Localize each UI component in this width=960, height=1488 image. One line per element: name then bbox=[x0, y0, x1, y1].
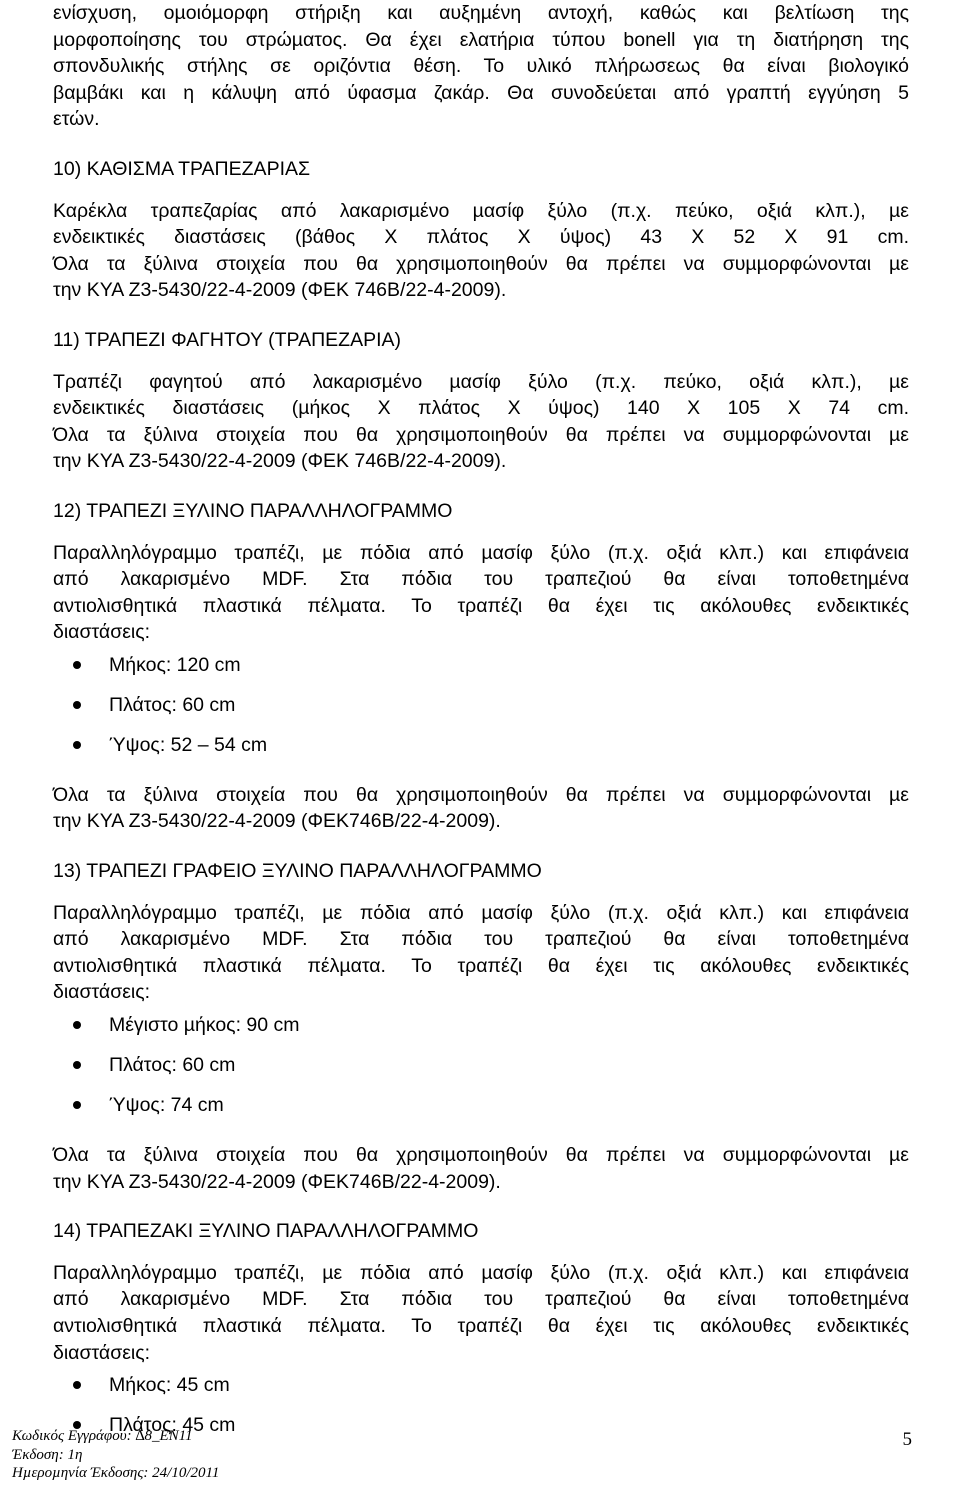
paragraph-line: Καρέκλα τραπεζαρίας από λακαρισµένο µασίφ ξύλο (π.χ. πεύκο, οξιά κλπ.), µε bbox=[53, 199, 909, 222]
paragraph-line: την ΚΥΑ Ζ3-5430/22-4-2009 (ΦΕΚ746Β/22-4-2009). bbox=[53, 1170, 501, 1193]
paragraph-line: από λακαρισµένο MDF. Στα πόδια του τραπεζιού θα είναι τοποθετηµένα bbox=[53, 1288, 909, 1311]
dimension-text: Πλάτος: 60 cm bbox=[109, 1054, 236, 1077]
section-paragraph bbox=[53, 198, 909, 304]
section-heading: 11) ΤΡΑΠΕΖΙ ΦΑΓΗΤΟΥ (ΤΡΑΠΕΖΑΡΙΑ) bbox=[53, 328, 402, 351]
section-11 bbox=[53, 327, 909, 475]
paragraph-line: την ΚΥΑ Ζ3-5430/22-4-2009 (ΦΕΚ746Β/22-4-2009). bbox=[53, 810, 501, 833]
paragraph-line: σπονδυλικής στήλης σε οριζόντια θέση. Το υλικό πλήρωσεως θα είναι βιολογικό bbox=[53, 55, 909, 78]
paragraph-line: Τραπέζι φαγητού από λακαρισµένο µασίφ ξύλο (π.χ. πεύκο, οξιά κλπ.), µε bbox=[53, 370, 909, 393]
document-footer bbox=[12, 1427, 912, 1483]
dimensions-list bbox=[53, 652, 909, 772]
footer-doc-code: Κωδικός Εγγράφου: ∆8_ΕΝ11 bbox=[12, 1428, 193, 1444]
section-heading: 10) ΚΑΘΙΣΜΑ ΤΡΑΠΕΖΑΡΙΑΣ bbox=[53, 157, 311, 180]
dimension-item bbox=[53, 1092, 909, 1132]
section-paragraph bbox=[53, 369, 909, 475]
section-heading: 14) ΤΡΑΠΕΖΑΚΙ ΞΥΛΙΝΟ ΠΑΡΑΛΛΗΛΟΓΡΑΜΜΟ bbox=[53, 1220, 479, 1243]
dimension-text: Ύψος: 74 cm bbox=[109, 1094, 224, 1117]
dimension-item bbox=[53, 652, 909, 692]
dimension-item bbox=[53, 732, 909, 772]
section-10 bbox=[53, 156, 909, 304]
dimension-text: Μήκος: 45 cm bbox=[109, 1374, 230, 1397]
dimension-item bbox=[53, 1052, 909, 1092]
bullet-icon bbox=[73, 701, 81, 709]
paragraph-line: βαµβάκι και η κάλυψη από ύφασµα ζακάρ. Θα συνοδεύεται από γραπτή εγγύηση 5 bbox=[53, 81, 909, 104]
section-heading: 12) ΤΡΑΠΕΖΙ ΞΥΛΙΝΟ ΠΑΡΑΛΛΗΛΟΓΡΑΜΜΟ bbox=[53, 499, 453, 522]
compliance-paragraph bbox=[53, 782, 909, 835]
dimension-item bbox=[53, 1372, 909, 1412]
paragraph-line: ενδεικτικές διαστάσεις (βάθος Χ πλάτος Χ ύψος) 43 Χ 52 Χ 91 cm. bbox=[53, 226, 909, 249]
paragraph-line: Παραλληλόγραµµο τραπέζι, µε πόδια από µασίφ ξύλο (π.χ. οξιά κλπ.) και επιφάνεια bbox=[53, 901, 909, 924]
section-paragraph bbox=[53, 900, 909, 1006]
paragraph-line: την ΚΥΑ Ζ3-5430/22-4-2009 (ΦΕΚ 746Β/22-4-2009). bbox=[53, 279, 507, 302]
dimension-text: Μέγιστο µήκος: 90 cm bbox=[109, 1014, 300, 1037]
intro-paragraph bbox=[53, 0, 909, 133]
paragraph-line: ενίσχυση, οµοιόµορφη στήριξη και αυξηµένη αντοχή, καθώς και βελτίωση της bbox=[53, 2, 909, 24]
page-number: 5 bbox=[902, 1429, 912, 1450]
paragraph-line: αντιολισθητικά πλαστικά πέλµατα. Το τραπέζι θα έχει τις ακόλουθες ενδεικτικές bbox=[53, 954, 909, 977]
paragraph-line: διαστάσεις: bbox=[53, 1341, 151, 1364]
paragraph-line: Όλα τα ξύλινα στοιχεία που θα χρησιµοποιηθούν θα πρέπει να συµµορφώνονται µε bbox=[53, 783, 909, 806]
bullet-icon bbox=[73, 1021, 81, 1029]
dimension-item bbox=[53, 692, 909, 732]
paragraph-line: Όλα τα ξύλινα στοιχεία που θα χρησιµοποιηθούν θα πρέπει να συµµορφώνονται µε bbox=[53, 423, 909, 446]
bullet-icon bbox=[73, 1381, 81, 1389]
compliance-paragraph bbox=[53, 1142, 909, 1195]
paragraph-line: από λακαρισµένο MDF. Στα πόδια του τραπεζιού θα είναι τοποθετηµένα bbox=[53, 928, 909, 951]
paragraph-line: Όλα τα ξύλινα στοιχεία που θα χρησιµοποιηθούν θα πρέπει να συµµορφώνονται µε bbox=[53, 252, 909, 275]
bullet-icon bbox=[73, 741, 81, 749]
section-12 bbox=[53, 498, 909, 835]
bullet-icon bbox=[73, 661, 81, 669]
dimension-item bbox=[53, 1012, 909, 1052]
paragraph-line: ετών. bbox=[53, 108, 100, 131]
paragraph-line: διαστάσεις: bbox=[53, 981, 151, 1004]
paragraph-line: Παραλληλόγραµµο τραπέζι, µε πόδια από µασίφ ξύλο (π.χ. οξιά κλπ.) και επιφάνεια bbox=[53, 541, 909, 564]
paragraph-line: Παραλληλόγραµµο τραπέζι, µε πόδια από µασίφ ξύλο (π.χ. οξιά κλπ.) και επιφάνεια bbox=[53, 1261, 909, 1284]
paragraph-line: Όλα τα ξύλινα στοιχεία που θα χρησιµοποιηθούν θα πρέπει να συµµορφώνονται µε bbox=[53, 1144, 909, 1167]
document-body bbox=[53, 0, 909, 1452]
footer-edition-date: Ηµεροµηνία Έκδοσης: 24/10/2011 bbox=[12, 1465, 220, 1481]
paragraph-line: αντιολισθητικά πλαστικά πέλµατα. Το τραπέζι θα έχει τις ακόλουθες ενδεικτικές bbox=[53, 594, 909, 617]
section-13 bbox=[53, 858, 909, 1195]
section-14 bbox=[53, 1218, 909, 1452]
document-page bbox=[53, 0, 909, 1475]
footer-edition: Έκδοση: 1η bbox=[12, 1446, 83, 1463]
bullet-icon bbox=[73, 1061, 81, 1069]
paragraph-line: ενδεικτικές διαστάσεις (µήκος Χ πλάτος Χ ύψος) 140 Χ 105 Χ 74 cm. bbox=[53, 397, 909, 420]
paragraph-line: την ΚΥΑ Ζ3-5430/22-4-2009 (ΦΕΚ 746Β/22-4-2009). bbox=[53, 450, 507, 473]
dimension-text: Μήκος: 120 cm bbox=[109, 653, 241, 676]
dimensions-list bbox=[53, 1012, 909, 1132]
dimension-text: Ύψος: 52 – 54 cm bbox=[109, 733, 268, 756]
dimension-text: Πλάτος: 60 cm bbox=[109, 693, 236, 716]
paragraph-line: από λακαρισµένο MDF. Στα πόδια του τραπεζιού θα είναι τοποθετηµένα bbox=[53, 568, 909, 591]
section-heading: 13) ΤΡΑΠΕΖΙ ΓΡΑΦΕΙΟ ΞΥΛΙΝΟ ΠΑΡΑΛΛΗΛΟΓΡΑΜΜΟ bbox=[53, 860, 542, 883]
paragraph-line: αντιολισθητικά πλαστικά πέλµατα. Το τραπέζι θα έχει τις ακόλουθες ενδεικτικές bbox=[53, 1315, 909, 1337]
paragraph-line: µορφοποίησης του στρώµατος. Θα έχει ελατήρια τύπου bonell για τη διατήρηση της bbox=[53, 28, 909, 51]
section-paragraph bbox=[53, 1260, 909, 1366]
section-paragraph bbox=[53, 540, 909, 646]
paragraph-line: διαστάσεις: bbox=[53, 621, 151, 644]
dimension-text: Πλάτος: 45 cm bbox=[109, 1414, 236, 1437]
bullet-icon bbox=[73, 1101, 81, 1109]
